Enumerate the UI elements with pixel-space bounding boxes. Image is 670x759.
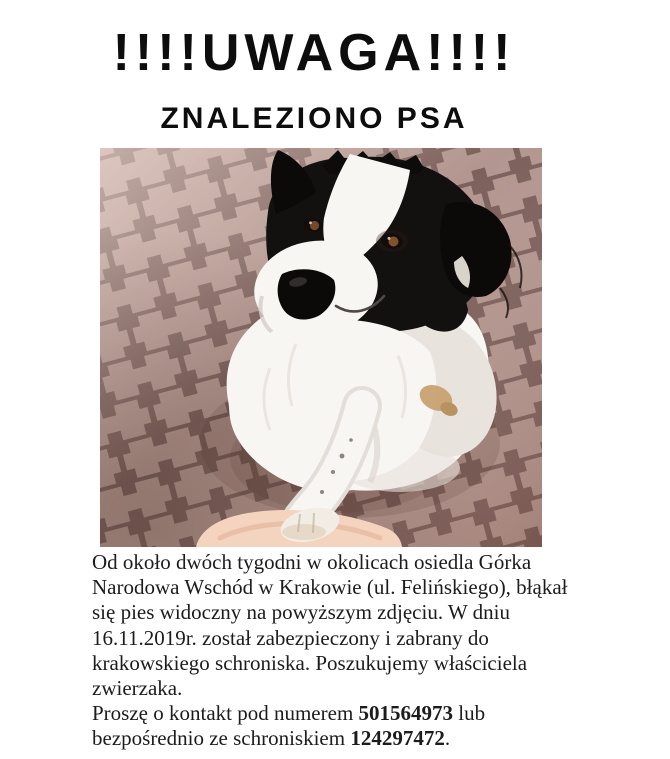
- description-line: się pies widoczny na powyższym zdjęciu. W dniu: [92, 600, 510, 625]
- eye-glint: [309, 221, 312, 224]
- dog-right-eye: [376, 230, 408, 252]
- description-line: 16.11.2019r. został zabezpieczony i zabrany do: [92, 625, 489, 650]
- phone-number: 501564973: [358, 701, 454, 726]
- contact-line: [92, 726, 592, 751]
- description-line: zwierzaka.: [92, 676, 183, 701]
- poster-title: !!!!UWAGA!!!!: [112, 24, 516, 82]
- description-line: Narodowa Wschód w Krakowie (ul. Felińskiego), błąkał: [92, 575, 568, 600]
- description-line: Od około dwóch tygodni w okolicach osiedla Górka: [92, 550, 532, 574]
- contact-line: [92, 701, 592, 726]
- contact-text: bezpośrednio ze schroniskiem: [92, 726, 351, 751]
- contact-text: .: [444, 726, 451, 751]
- contact-text: Proszę o kontakt pod numerem: [92, 701, 359, 726]
- found-dog-photo: [100, 148, 542, 547]
- eye-glint: [388, 237, 391, 240]
- contact-text: lub: [453, 701, 486, 726]
- dog-photo-illustration: [100, 148, 542, 547]
- description-line: krakowskiego schroniska. Poszukujemy właściciela: [92, 650, 528, 675]
- paw-dirt-tint: [282, 524, 326, 540]
- poster-subtitle: ZNALEZIONO PSA: [160, 102, 468, 135]
- poster-description: [92, 550, 592, 752]
- shelter-phone-number: 124297472: [350, 726, 445, 751]
